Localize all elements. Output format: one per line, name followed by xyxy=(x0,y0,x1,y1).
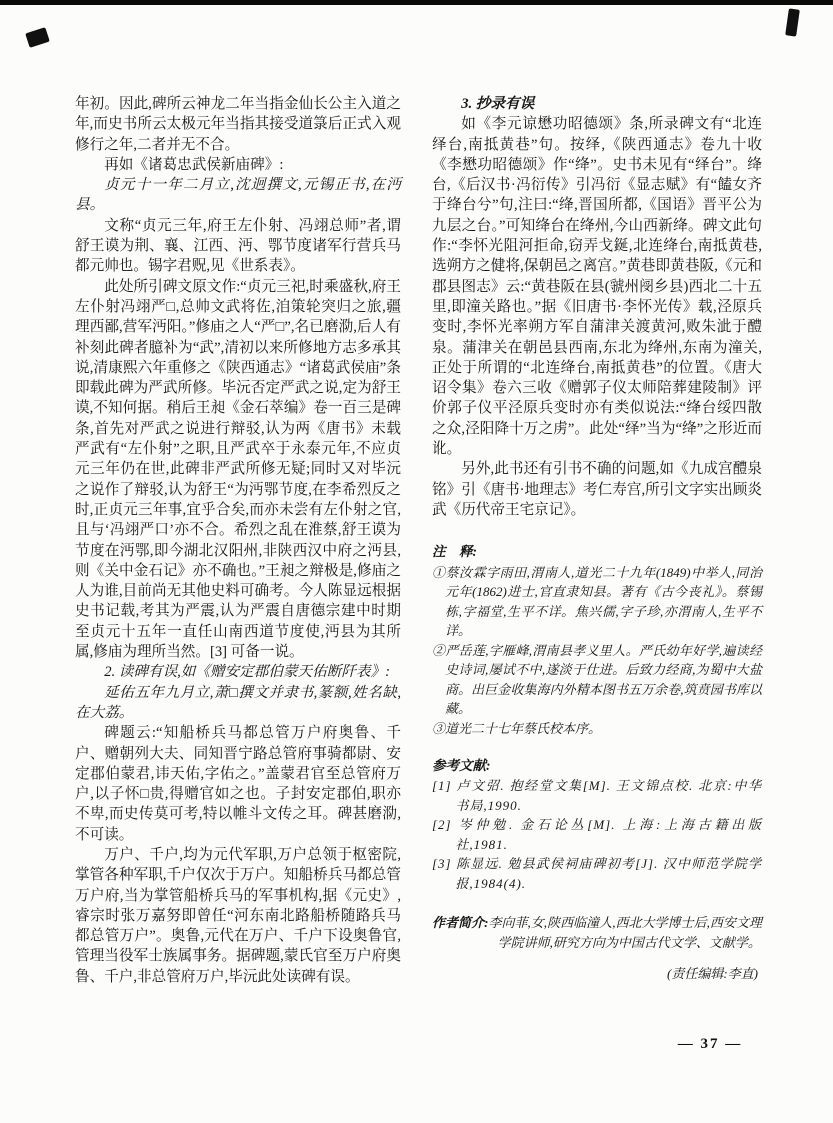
author-bio-text: 李向菲,女,陕西临潼人,西北大学博士后,西安文理学院讲师,研究方向为中国古代文学、文献学。 xyxy=(488,915,762,950)
paragraph: 再如《诸葛忠武侯新庙碑》: xyxy=(104,156,284,173)
references-list xyxy=(432,776,762,893)
note-item: ②严岳莲,字雁峰,渭南县孝义里人。严氏幼年好学,遍读经史诗词,屡试不中,遂淡于仕进。后致力经商,为蜀中大盐商。出巨金收集海内外精本图书五万余卷,筑贲园书库以藏。 xyxy=(432,642,762,717)
paragraph: 如《李元谅懋功昭德颂》条,所录碑文有“北连绎台,南抵黄巷”句。按绎,《陕西通志》卷九十收《李懋功昭德颂》作“绛”。史书未见有“绎台”。绛台,《后汉书·冯衍传》引冯衍《显志赋》有“饁女齐于绛台兮”句,注曰:“绛,晋国所都,《国语》晋平公为九层之台。”可知绛台在绛州,今山西新绛。碑文此句作:“李怀光阻河拒命,窃弄戈鋋,北连绛台,南抵黄巷,选朔方之健将,保朝邑之离宫。”黄巷即黄巷阪,《元和郡县图志》云:“黄巷阪在县(虢州阌乡县)西北二十五里,即潼关路也。”据《旧唐书·李怀光传》载,泾原兵变时,李怀光率朔方军自蒲津关渡黄河,败朱泚于醴泉。蒲津关在朝邑县西南,东北为绛州,东南为潼关,正处于所谓的“北连绛台,南抵黄巷”的位置。《唐大诏令集》卷六三收《赠郭子仪太师陪葬建陵制》评价郭子仪平泾原兵变时亦有类似说法:“绛台绥四散之众,泾阳降十万之虏”。此处“绎”当为“绛”之形近而讹。 xyxy=(432,116,762,458)
scan-artifact-top-right xyxy=(785,8,800,36)
page-number: — 37 — xyxy=(677,1036,743,1052)
left-column xyxy=(75,94,401,987)
author-bio xyxy=(432,913,762,952)
paragraph: 万户、千户,均为元代军职,万户总领于枢密院,掌管各种军职,千户仅次于万户。知船桥兵马都总管万户府,当为掌管船桥兵马的军事机构,据《元史》,睿宗时张万嘉努即曾任“河东南北路船桥随路兵马都总管万户”。奥鲁,元代在万户、千户下设奥鲁官,管理当役军士族属事务。据碑题,蒙氏官至万户府奥鲁、千户,非总管府万户,毕沅此处读碑有误。 xyxy=(75,846,401,985)
paragraph: 碑题云:“知船桥兵马都总管万户府奥鲁、千户、赠朝列大夫、同知晋宁路总管府事骑都尉、安定郡伯蒙君,讳天佑,字佑之。”盖蒙君官至总管府万户,以子怀□贵,得赠官如之也。子封安定郡伯,职亦不卑,而史传莫可考,特以帷斗文传之耳。碑甚磨泐,不可读。 xyxy=(75,725,401,843)
responsible-editor: (责任编辑:李直) xyxy=(667,966,758,982)
scan-artifact-top-left xyxy=(25,27,50,48)
stele-citation: 延佑五年九月立,萧□撰文并隶书,篆额,姓名缺,在大荔。 xyxy=(75,684,401,721)
right-column xyxy=(432,94,762,984)
reference-item: [2] 岑仲勉. 金石论丛[M]. 上海:上海古籍出版社,1981. xyxy=(432,817,762,852)
scan-artifact-top-edge xyxy=(0,0,833,5)
reference-item: [3] 陈显远. 勉县武侯祠庙碑初考[J]. 汉中师范学院学报,1984(4). xyxy=(432,856,762,891)
paragraph: 另外,此书还有引书不确的问题,如《九成宫醴泉铭》引《唐书·地理志》考仁寿宫,所引文字实出顾炎武《历代帝王宅京记》。 xyxy=(432,461,762,518)
notes-title: 注 释: xyxy=(432,544,477,560)
paragraph: 此处所引碑文原文作:“贞元三祀,时乘盛秋,府王左仆射冯翊严□,总帅文武将佐,洎策轮突归之旅,疆理西鄙,营军沔阳。”修庙之人“严□”,名已磨泐,后人有补刻此碑者臆补为“武”,清初以来所修地方志多承其说,清康熙六年重修之《陕西通志》“诸葛武侯庙”条即载此碑为严武所修。毕沅否定严武之说,定为舒王谟,不知何据。稍后王昶《金石萃编》卷一百三是碑条,首先对严武之说进行辩驳,认为两《唐书》未载严武有“左仆射”之职,且严武卒于永泰元年,不应贞元三年仍在世,此碑非严武所修无疑;同时又对毕沅之说作了辩驳,认为舒王“为沔鄂节度,在李希烈反之时,正贞元三年事,宜乎合矣,而亦未尝有左仆射之官,且与‘冯翊严口’亦不合。希烈之乱在淮蔡,舒王谟为节度在沔鄂,即今湖北汉阳州,非陕西汉中府之沔县,则《关中金石记》亦不确也。”王昶之辩极是,修庙之人为谁,目前尚无其他史料可确考。今人陈显远根据史书记载,考其为严震,认为严震自唐德宗建中时期至贞元十五年一直任山南西道节度使,沔县为其所属,修庙为理所当然。[3] 可备一说。 xyxy=(75,278,401,661)
note-item: ①蔡汝霖字雨田,渭南人,道光二十九年(1849)中举人,同治元年(1862)进士,官直隶知县。著有《古今丧礼》。蔡锡栋,字福堂,生平不详。焦兴儒,字子珍,亦渭南人,生平不详。 xyxy=(432,564,762,639)
references-title: 参考文献: xyxy=(432,758,491,774)
section-heading-3: 3. 抄录有误 xyxy=(461,96,535,112)
note-item: ③道光二十七年蔡氏校本序。 xyxy=(432,720,602,736)
paragraph: 文称“贞元三年,府王左仆射、冯翊总师”者,谓舒王谟为荆、襄、江西、沔、鄂节度诸军行营兵马都元帅也。锡字君贶,见《世系表》。 xyxy=(75,217,401,275)
author-bio-block xyxy=(432,913,762,984)
reference-item: [1] 卢文弨. 抱经堂文集[M]. 王文锦点校. 北京:中华书局,1990. xyxy=(432,778,762,813)
author-bio-label: 作者简介: xyxy=(432,915,489,931)
paragraph-continuation: 年初。因此,碑所云神龙二年当指金仙长公主入道之年,而史书所云太极元年当指其接受道箓后正式入观修行之年,二者并无不合。 xyxy=(75,96,401,153)
stele-citation: 贞元十一年二月立,沈迥撰文,元锡正书,在沔县。 xyxy=(75,177,401,214)
section-heading-2: 2. 读碑有误,如《赠安定郡伯蒙天佑断阡表》: xyxy=(104,664,390,681)
notes-list xyxy=(432,563,762,739)
